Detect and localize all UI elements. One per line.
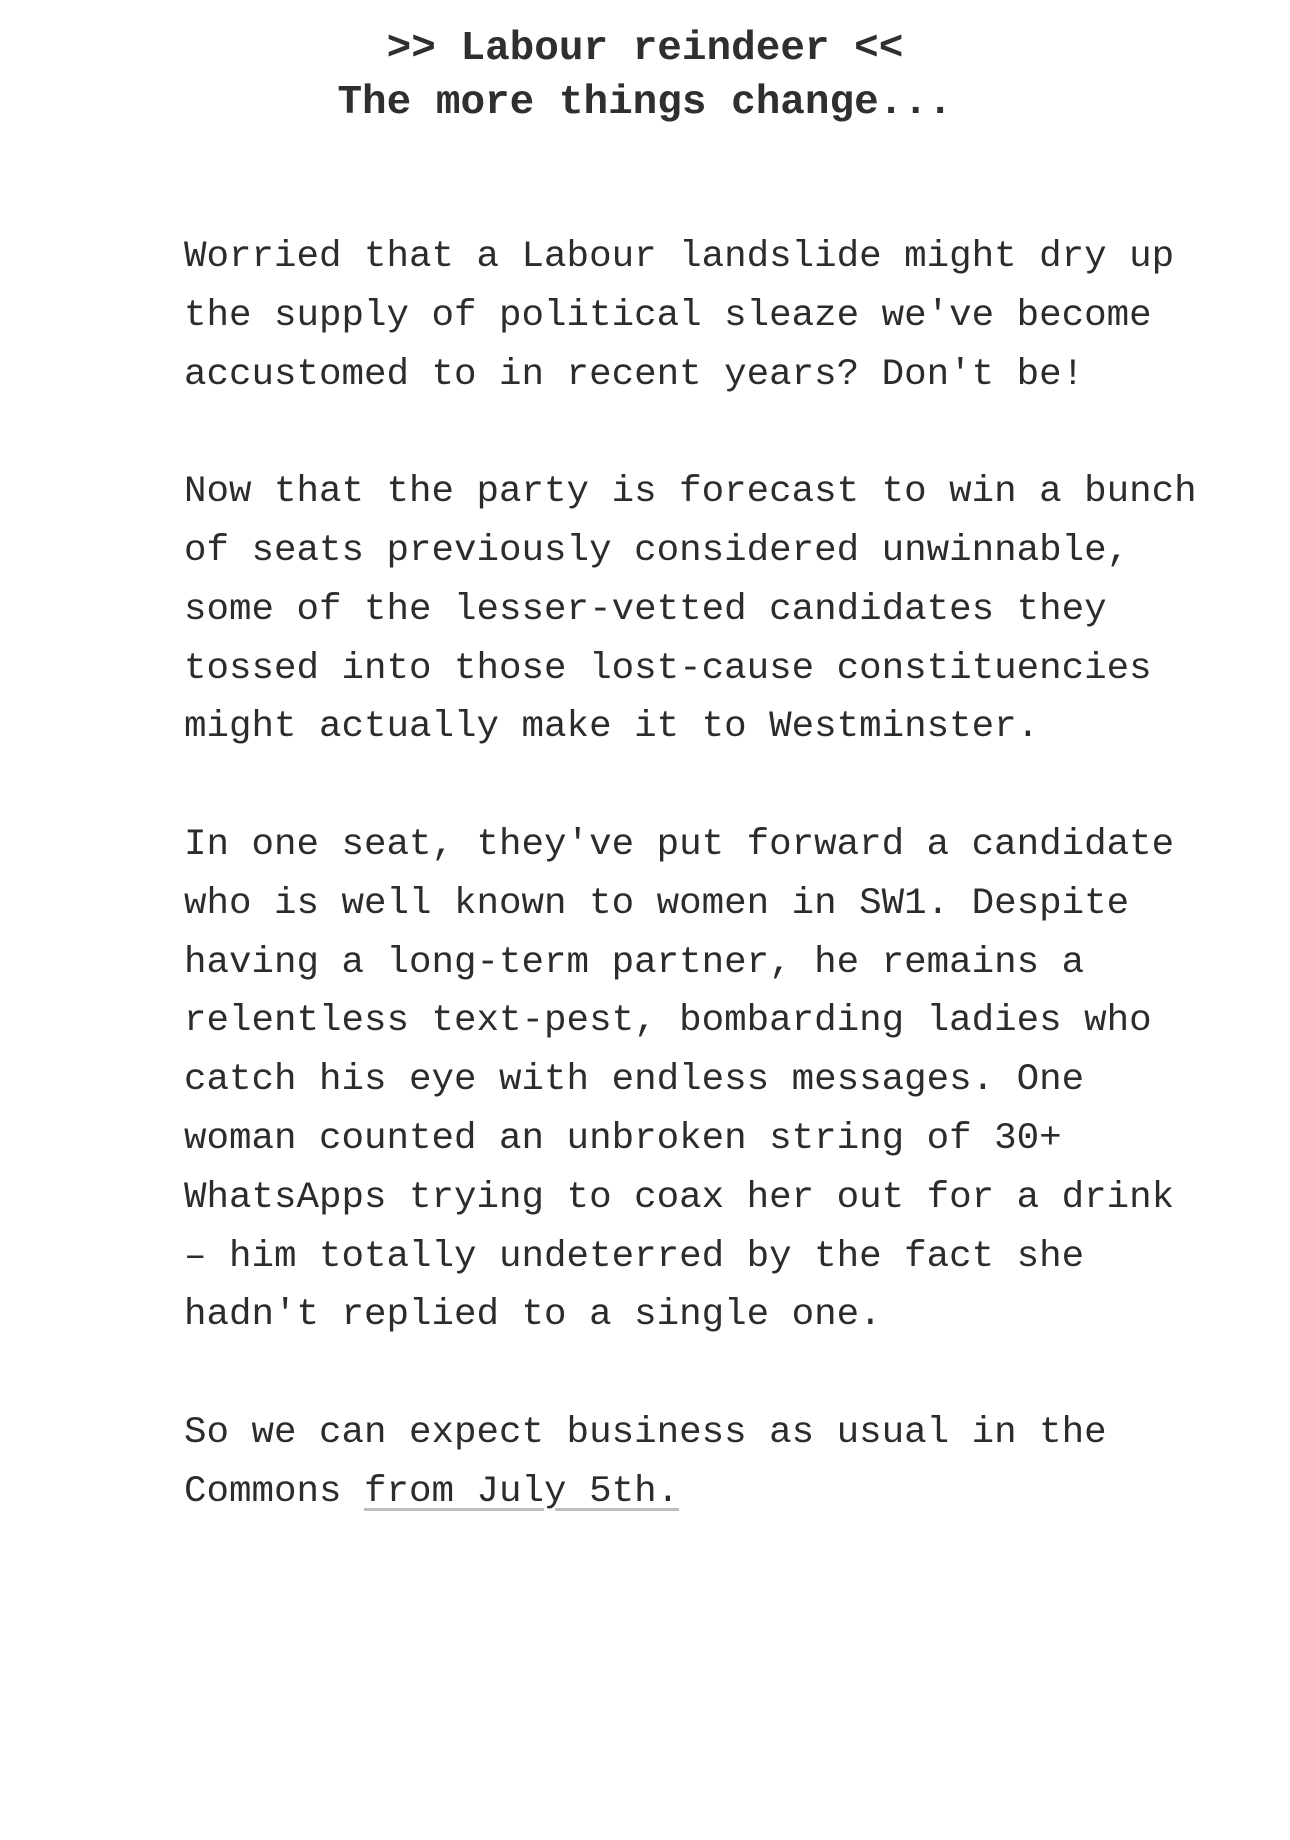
article-subtitle: The more things change... [337, 80, 953, 126]
closing-paragraph [184, 1404, 1214, 1522]
date-link[interactable]: from July 5th. [364, 1470, 680, 1513]
paragraph-1: Worried that a Labour landslide might dry up the supply of political sleaze we've become accustomed to in recent years? Don't be! [184, 236, 1175, 396]
article-title: >> Labour reindeer << [386, 26, 904, 72]
article-body [184, 228, 1214, 1522]
paragraph-3: In one seat, they've put forward a candidate who is well known to women in SW1. Despite having a long-term partner, he remains a relentless text-pest, bombarding ladies who catch his eye with endless messages. One woman counted an unbroken string of 30+ WhatsApps trying to coax her out for a drink – him totally undeterred by the fact she hadn't replied to a single one. [184, 823, 1175, 1337]
article-header [0, 22, 1290, 130]
paragraph-2: Now that the party is forecast to win a bunch of seats previously considered unwinnable, some of the lesser-vetted candidates they tossed into those lost-cause constituencies might actually make it to Westminster. [184, 471, 1197, 749]
closing-text: So we can expect business as usual in the Commons [184, 1411, 1107, 1513]
